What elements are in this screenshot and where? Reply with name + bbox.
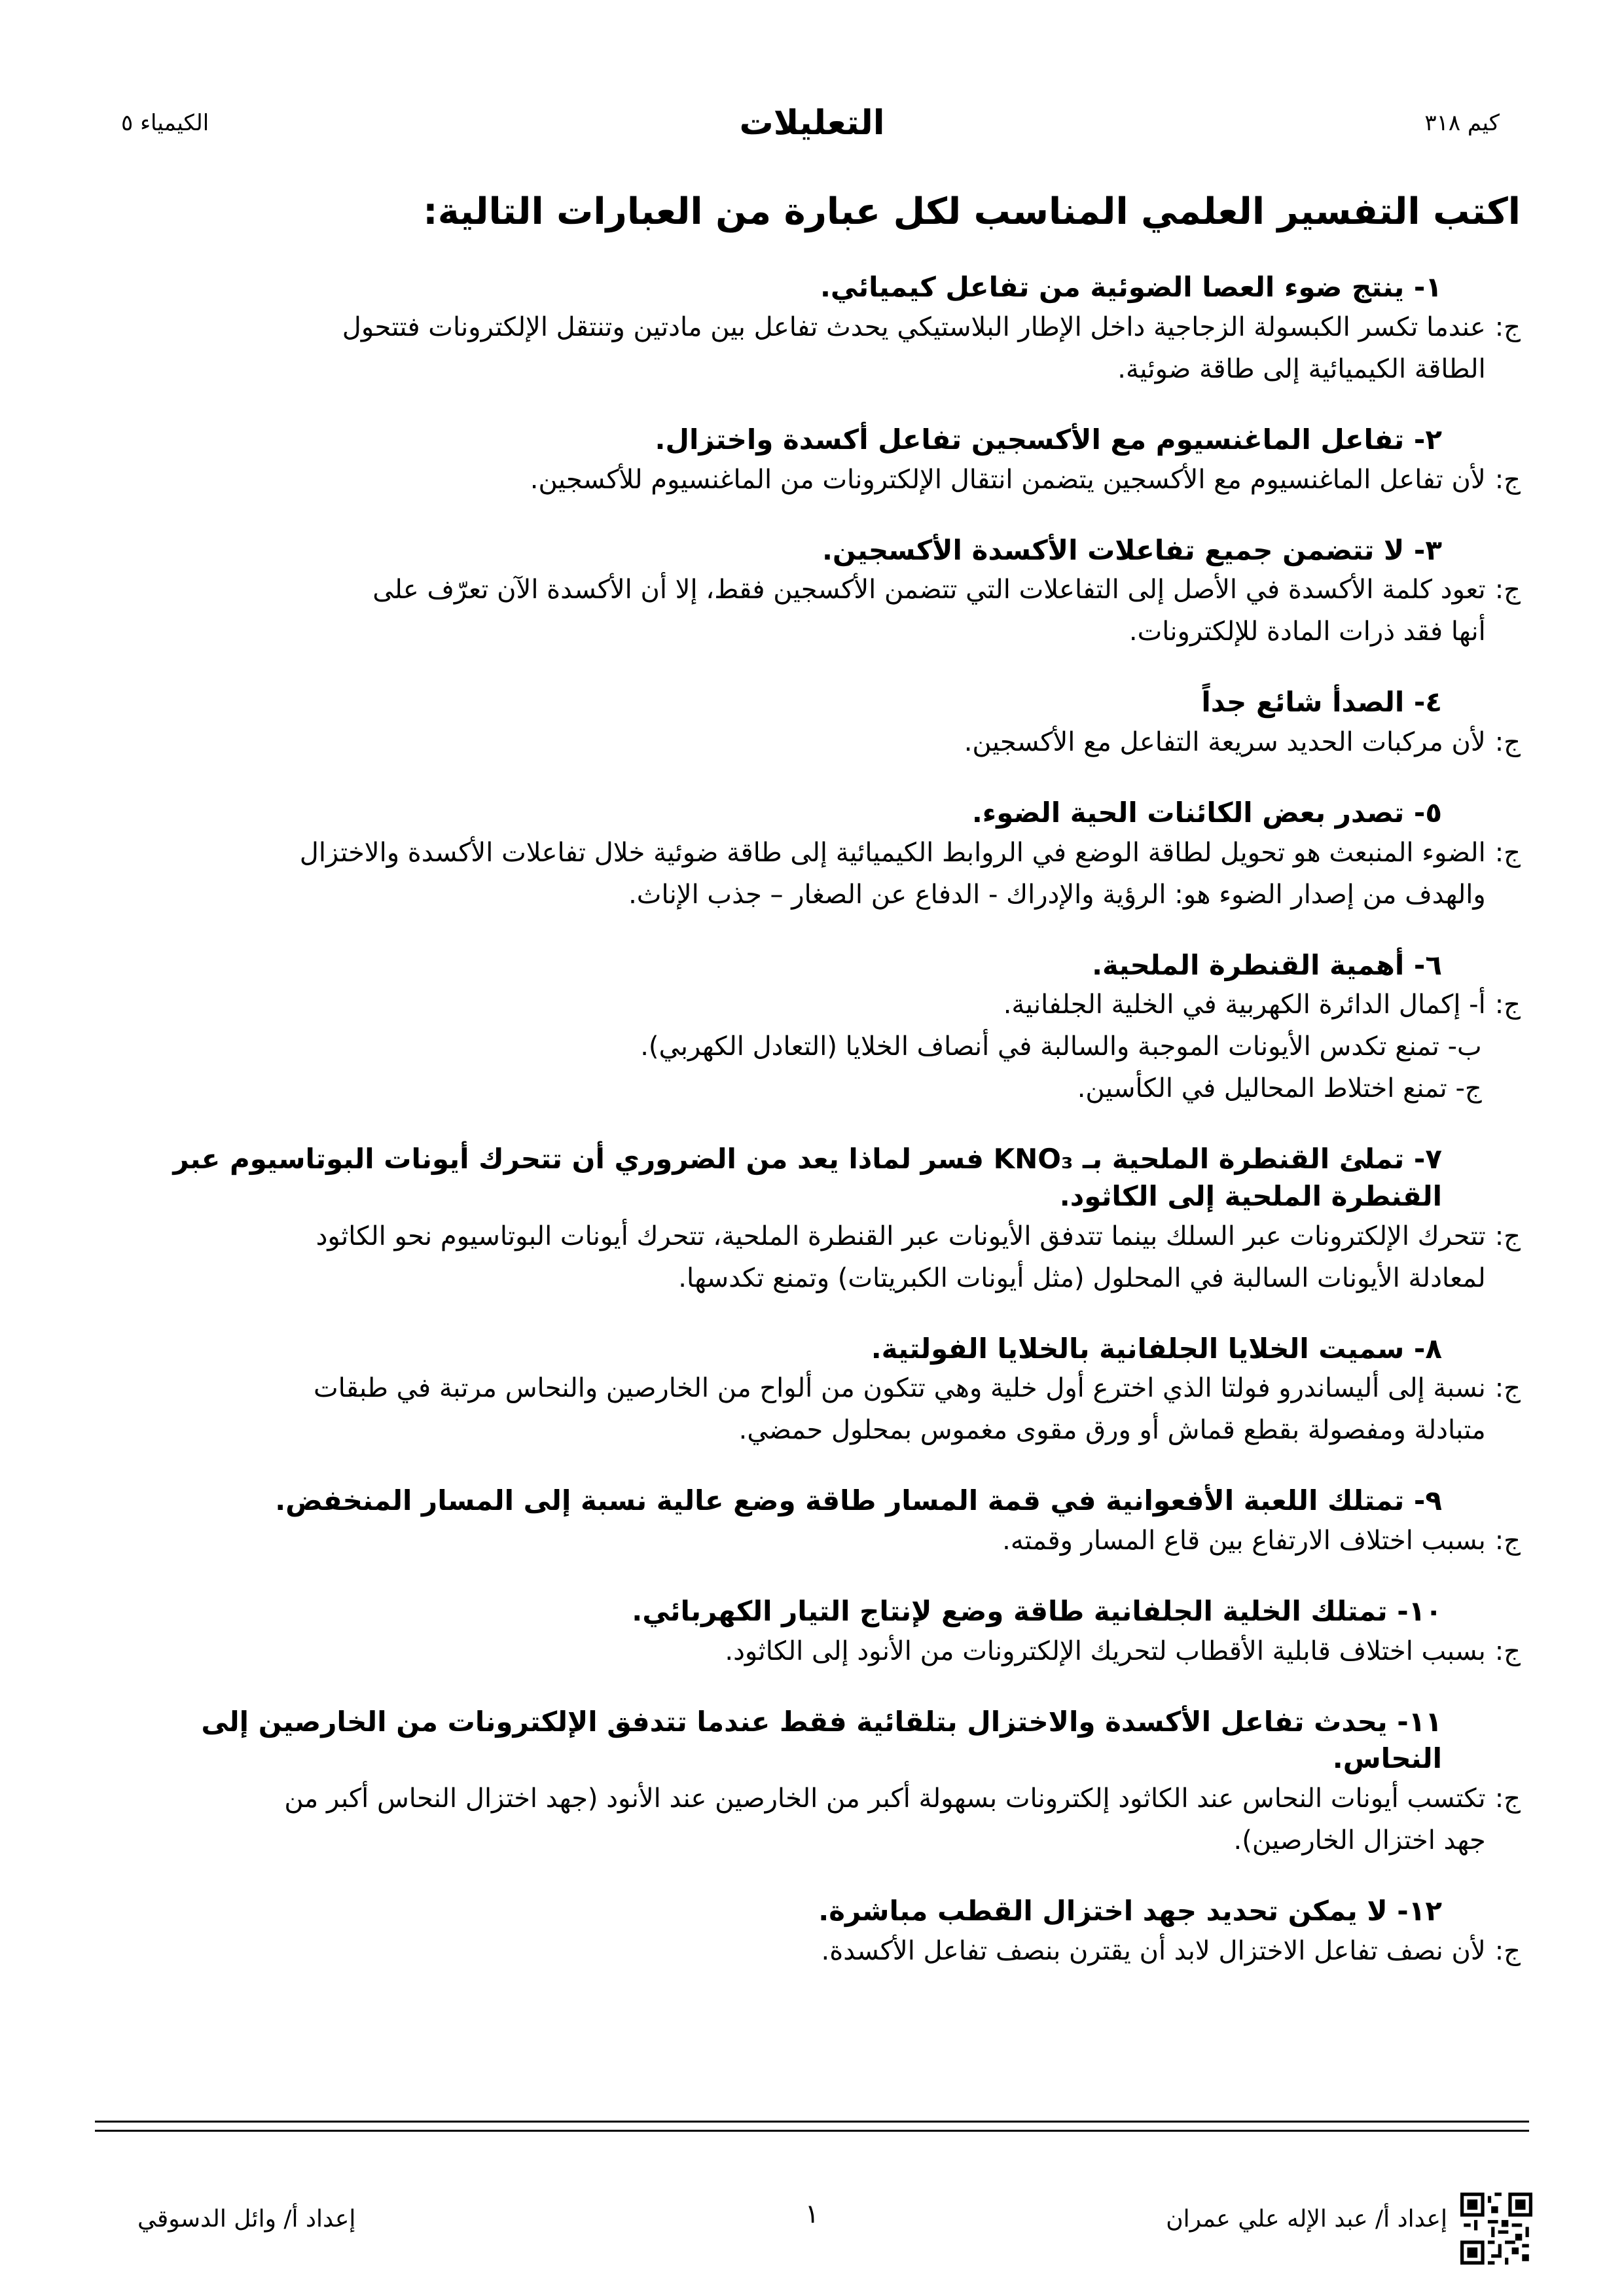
answer-body (98, 984, 1486, 1109)
answer-line: الطاقة الكيميائية إلى طاقة ضوئية. (1117, 353, 1486, 384)
question-item (98, 684, 1521, 763)
answer-label: ج: (1494, 1373, 1521, 1404)
question-item (98, 269, 1521, 390)
answer-line: لمعادلة الأيونات السالبة في المحلول (مثل أيونات الكبريتات) وتمنع تكدسها. (678, 1263, 1486, 1293)
answer (98, 984, 1521, 1109)
answer-label: ج: (1494, 726, 1521, 757)
answer-body (98, 1520, 1486, 1562)
answer-line: الضوء المنبعث هو تحويل لطاقة الوضع في الروابط الكيميائية إلى طاقة ضوئية خلال تفاعلات الأكسدة والاختزال (299, 837, 1486, 868)
question-text: ١٢- لا يمكن تحديد جهد اختزال القطب مباشرة. (818, 1895, 1442, 1928)
answer-line: تتحرك الإلكترونات عبر السلك بينما تتدفق الأيونات عبر القنطرة الملحية، تتحرك أيونات البوتاسيوم نحو الكاثود (316, 1221, 1486, 1251)
answer (98, 1520, 1521, 1562)
question-text: ٩- تمتلك اللعبة الأفعوانية في قمة المسار طاقة وضع عالية نسبة إلى المسار المنخفض. (275, 1484, 1442, 1517)
footer-divider (95, 2130, 1529, 2132)
answer (98, 306, 1521, 390)
answer (98, 721, 1521, 763)
answer-body (98, 721, 1486, 763)
answer-line: بسبب اختلاف الارتفاع بين قاع المسار وقمته. (1002, 1526, 1486, 1556)
answer-body (98, 1930, 1486, 1972)
question-text: ١٠- تمتلك الخلية الجلفانية طاقة وضع لإنتاج التيار الكهربائي. (632, 1595, 1442, 1628)
answer-body (98, 832, 1486, 916)
answer-label: ج: (1494, 464, 1521, 495)
question-item (98, 795, 1521, 916)
answer-body (98, 306, 1486, 390)
answer-body (98, 1778, 1486, 1861)
answer-line: أنها فقد ذرات المادة للإلكترونات. (1128, 617, 1486, 647)
answer-body (98, 1630, 1486, 1672)
answer (98, 459, 1521, 501)
answer-line: تكتسب أيونات النحاس عند الكاثود إلكترونات بسهولة أكبر من الخارصين عند الأنود (جهد اختزال النحاس أكبر من (284, 1784, 1486, 1814)
answer-label: ج: (1494, 1636, 1521, 1666)
question-item (98, 947, 1521, 1110)
footer-author-right: إعداد أ/ عبد الإله علي عمران (1166, 2206, 1447, 2233)
answer-body (98, 1215, 1486, 1299)
question-text: ٧- تملئ القنطرة الملحية بـ KNO₃ فسر لماذا يعد من الضروري أن تتحرك أيونات البوتاسيوم عبر القنطرة الملحية إلى الكاثود. (173, 1143, 1442, 1212)
qr-code-icon (1460, 2193, 1532, 2265)
answer-label: ج: (1494, 1784, 1521, 1814)
question-item (98, 1482, 1521, 1562)
question-item (98, 1331, 1521, 1452)
question-item (98, 1141, 1521, 1299)
answer-line: أ- إكمال الدائرة الكهربية في الخلية الجلفانية. (1003, 990, 1486, 1020)
answer-body (98, 569, 1486, 653)
content (98, 190, 1521, 2003)
answer-line: جهد اختزال الخارصين). (1233, 1825, 1486, 1856)
answer-label: ج: (1494, 990, 1521, 1020)
question-list (98, 269, 1521, 1972)
answer (98, 1367, 1521, 1451)
answer (98, 1778, 1521, 1861)
page-title: التعليلات (739, 103, 885, 143)
answer-line: بسبب اختلاف قابلية الأقطاب لتحريك الإلكترونات من الأنود إلى الكاثود. (725, 1636, 1486, 1666)
answer-line: ب- تمنع تكدس الأيونات الموجبة والسالبة في أنصاف الخلايا (التعادل الكهربي). (640, 1031, 1482, 1062)
answer-body (98, 1367, 1486, 1451)
question-text: ٥- تصدر بعض الكائنات الحية الضوء. (971, 796, 1442, 829)
answer-line: تعود كلمة الأكسدة في الأصل إلى التفاعلات التي تتضمن الأكسجين فقط، إلا أن الأكسدة الآن تعرّف على (372, 575, 1486, 605)
answer-label: ج: (1494, 1526, 1521, 1556)
answer-label: ج: (1494, 312, 1521, 342)
question-text: ١١- يحدث تفاعل الأكسدة والاختزال بتلقائية فقط عندما تتدفق الإلكترونات من الخارصين إلى النحاس. (201, 1705, 1442, 1775)
question-item (98, 1704, 1521, 1861)
answer-line: عندما تكسر الكبسولة الزجاجية داخل الإطار البلاستيكي يحدث تفاعل بين مادتين وتنتقل الإلكترونات فتتحول (342, 312, 1486, 342)
answer-label: ج: (1494, 837, 1521, 868)
answer-line: والهدف من إصدار الضوء هو: الرؤية والإدراك - الدفاع عن الصغار – جذب الإناث. (628, 879, 1486, 910)
page-number: ١ (804, 2199, 820, 2229)
question-text: ١- ينتج ضوء العصا الضوئية من تفاعل كيميائي. (820, 271, 1442, 304)
answer-label: ج: (1494, 1935, 1521, 1966)
question-text: ٢- تفاعل الماغنسيوم مع الأكسجين تفاعل أكسدة واختزال. (655, 423, 1442, 456)
answer-label: ج: (1494, 575, 1521, 605)
answer-line: لأن تفاعل الماغنسيوم مع الأكسجين يتضمن انتقال الإلكترونات من الماغنسيوم للأكسجين. (530, 464, 1486, 495)
course-code: كيم ٣١٨ (1424, 110, 1500, 136)
answer (98, 1630, 1521, 1672)
question-item (98, 422, 1521, 501)
question-item (98, 1593, 1521, 1672)
answer (98, 832, 1521, 916)
answer-line: نسبة إلى أليساندرو فولتا الذي اخترع أول خلية وهي تتكون من ألواح من الخارصين والنحاس مرتبة في طبقات (313, 1373, 1486, 1404)
answer (98, 1215, 1521, 1299)
answer-body (98, 459, 1486, 501)
answer-line: متبادلة ومفصولة بقطع قماش أو ورق مقوى مغموس بمحلول حمضي. (738, 1415, 1486, 1446)
answer-label: ج: (1494, 1221, 1521, 1251)
question-text: ٦- أهمية القنطرة الملحية. (1092, 948, 1442, 981)
footer-divider (95, 2121, 1529, 2123)
question-text: ٣- لا تتضمن جميع تفاعلات الأكسدة الأكسجين. (821, 533, 1442, 566)
answer (98, 1930, 1521, 1972)
answer-line: لأن نصف تفاعل الاختزال لابد أن يقترن بنصف تفاعل الأكسدة. (821, 1935, 1486, 1966)
instructions-heading: اكتب التفسير العلمي المناسب لكل عبارة من العبارات التالية: (423, 190, 1521, 233)
question-item (98, 1893, 1521, 1972)
subject-name: الكيمياء ٥ (121, 110, 209, 136)
answer-line: لأن مركبات الحديد سريعة التفاعل مع الأكسجين. (964, 726, 1486, 757)
question-item (98, 532, 1521, 653)
footer-author-left: إعداد أ/ وائل الدسوقي (137, 2206, 356, 2233)
question-text: ٤- الصدأ شائع جداً (1201, 686, 1442, 719)
question-text: ٨- سميت الخلايا الجلفانية بالخلايا الفولتية. (871, 1332, 1442, 1365)
answer-line: ج- تمنع اختلاط المحاليل في الكأسين. (1077, 1073, 1482, 1104)
answer (98, 569, 1521, 653)
